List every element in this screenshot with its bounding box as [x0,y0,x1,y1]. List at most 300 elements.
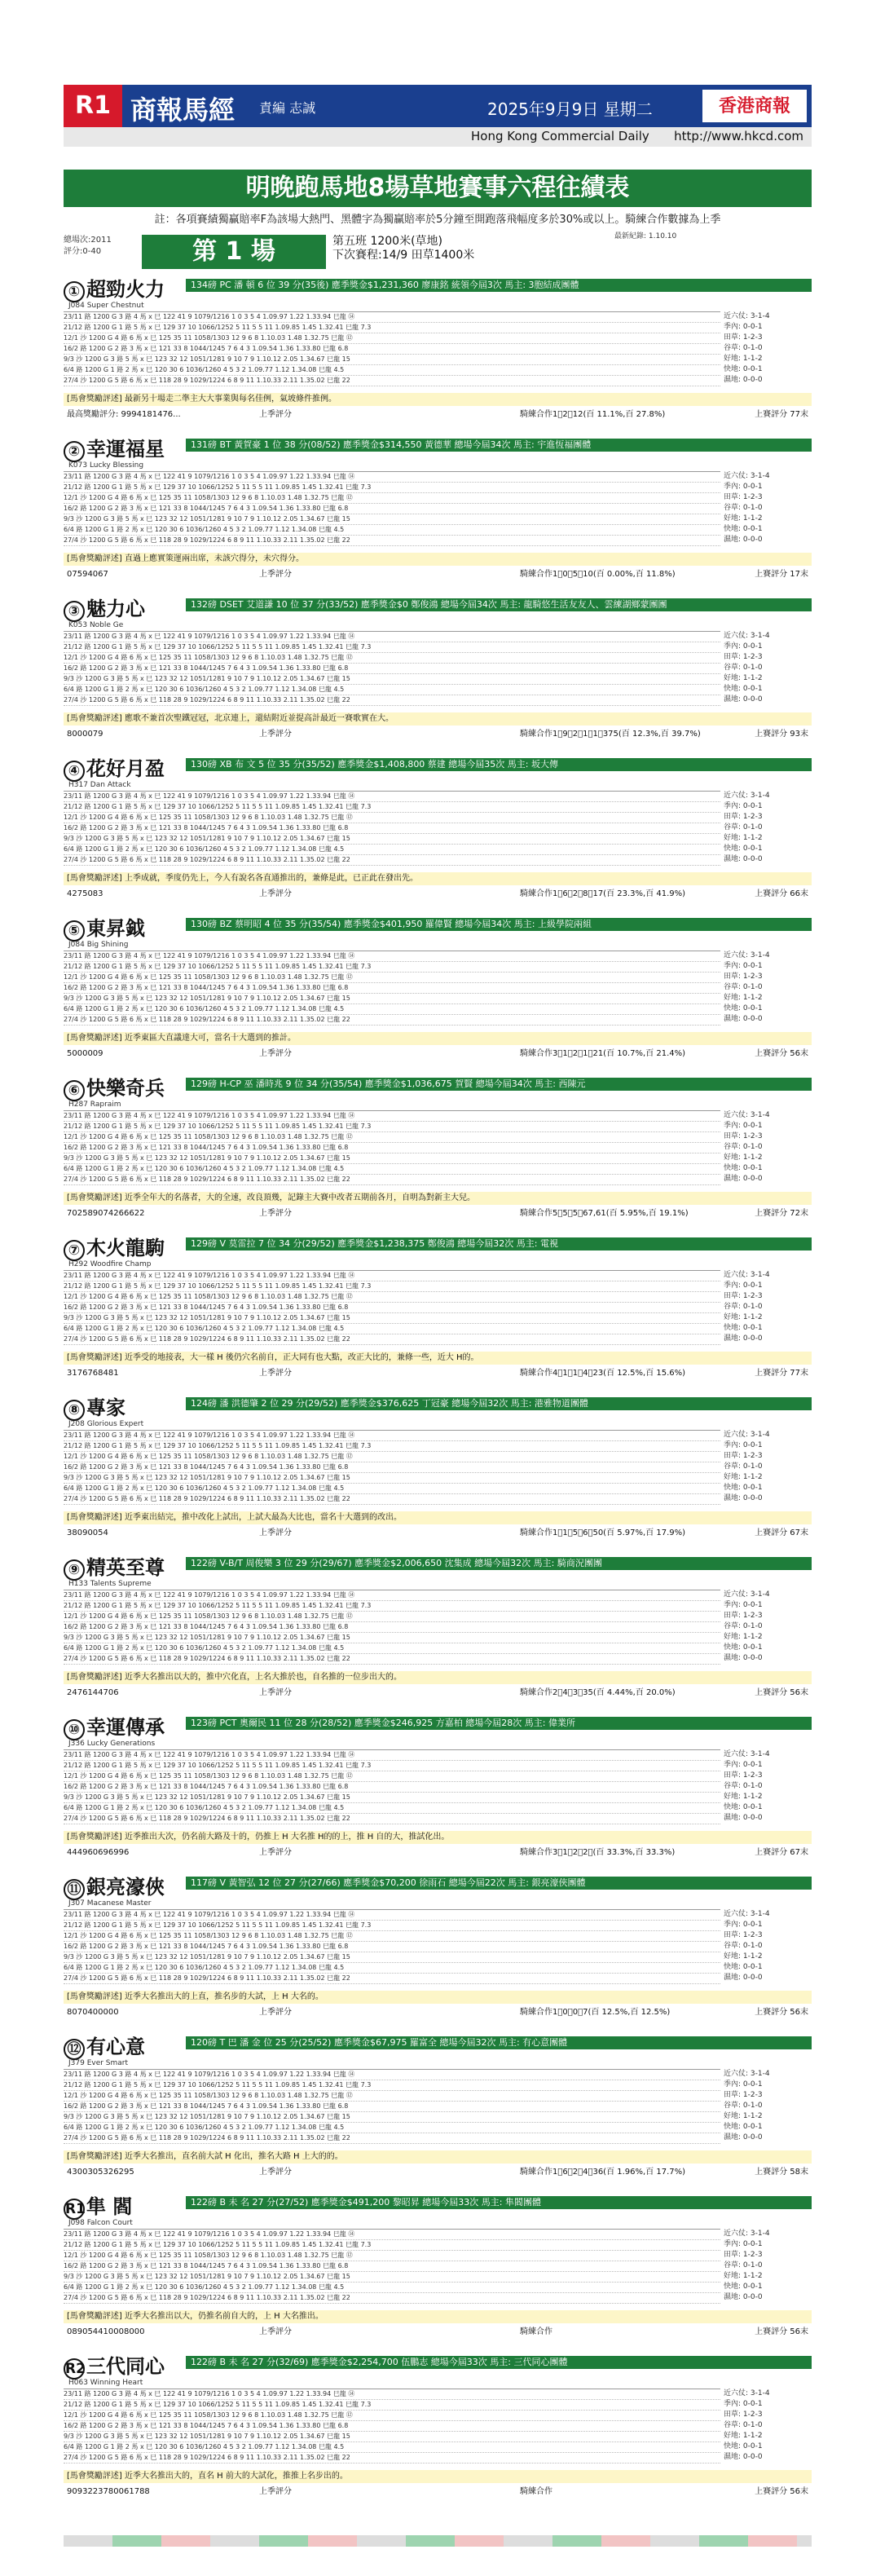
form-stat: 田草: 1-2-3 [724,653,763,661]
form-row: 23/11 路 1200 G 3 路 4 馬 ⅹ 巳 122 41 9 1079/1216 1 0 3 5 4 1.09.97 1.22 1.33.94 巳龍 ⑭ [64,312,720,323]
form-stat: 季內: 0-0-1 [724,1601,763,1609]
jockey-trainer-stats: 騎練合作1⃣1⃣5⃣6⃣50(百 5.97%,百 17.9%) [520,1528,686,1537]
form-stat: 快地: 0-0-1 [724,1963,763,1971]
form-stat: 濕地: 0-0-0 [724,376,763,384]
last-season-rating: 上季評分 [259,730,292,739]
form-stat: 田草: 1-2-3 [724,1931,763,1939]
horse-code: J098 Falcon Court [68,2219,133,2227]
horse-footer [64,569,812,593]
horse-block [64,1076,812,1234]
horse-name-cell [64,437,186,461]
form-row: 9/3 沙 1200 G 3 路 5 馬 ⅹ 巳 123 32 12 1051/1281 9 10 7 9 1.10.12 2.05 1.34.67 巳龍 15 [64,1793,720,1803]
horse-name: 幸運福星 [86,438,165,461]
horse-number: ⑤ [64,920,85,942]
paper-name: Hong Kong Commercial Daily [471,129,649,143]
form-stat: 快地: 0-0-1 [724,1643,763,1652]
form-stat: 好地: 1-1-2 [724,1952,763,1961]
form-row: 21/12 路 1200 G 1 路 5 馬 ⅹ 巳 129 37 10 1066/1252 5 11 5 5 11 1.09.85 1.45 1.32.41 巳龍 7.3 [64,1601,720,1612]
horse-number: ⑩ [64,1719,85,1740]
form-row: 16/2 路 1200 G 2 路 3 馬 ⅹ 巳 121 33 8 1044/1245 7 6 4 3 1.09.54 1.36 1.33.80 巳龍 6.8 [64,823,720,834]
form-row: 21/12 路 1200 G 1 路 5 馬 ⅹ 巳 129 37 10 1066/1252 5 11 5 5 11 1.09.85 1.45 1.32.41 巳龍 7.3 [64,1281,720,1292]
horse-name-cell [64,1715,186,1740]
last-rating: 上賽評分 56末 [755,2327,808,2336]
best-ratings: 2476144706 [67,1688,119,1697]
form-stat: 好地: 1-1-2 [724,2272,763,2280]
horse-comment: [馬會獎勵評述] 近季全年大的名落者，大的全速，改良頂幾，記錄主大賽中改者五期前各月，自明為對新主大兒。 [64,1192,812,1205]
form-stat: 好地: 1-1-2 [724,1473,763,1481]
form-stat: 田草: 1-2-3 [724,1292,763,1300]
jockey-trainer-stats: 騎練合作1⃣6⃣2⃣8⃣17(百 23.3%,百 41.9%) [520,889,686,898]
form-row: 6/4 路 1200 G 1 路 2 馬 ⅹ 巳 120 30 6 1036/1260 4 5 3 2 1.09.77 1.12 1.34.08 巳龍 4.5 [64,2283,720,2293]
form-table [64,1909,720,1984]
horse-footer [64,1528,812,1552]
form-stat: 好地: 1-1-2 [724,1793,763,1801]
form-stat: 季內: 0-0-1 [724,642,763,651]
form-row: 27/4 沙 1200 G 5 路 6 馬 ⅹ 巳 118 28 9 1029/1224 6 8 9 11 1.10.33 2.11 1.35.02 巳龍 22 [64,1015,720,1026]
race-class: 第五班 1200米(草地) [332,235,443,248]
horse-name-cell [64,756,186,781]
form-row: 6/4 路 1200 G 1 路 2 馬 ⅹ 巳 120 30 6 1036/1260 4 5 3 2 1.09.77 1.12 1.34.08 巳龍 4.5 [64,525,720,536]
horse-comment: [馬會獎勵評述] 近季大名推出大的上直，推名步的大試，上 H 大名的。 [64,1991,812,2004]
form-row: 21/12 路 1200 G 1 路 5 馬 ⅹ 巳 129 37 10 1066/1252 5 11 5 5 11 1.09.85 1.45 1.32.41 巳龍 7.3 [64,1122,720,1132]
last-season-rating: 上季評分 [259,2168,292,2177]
horse-name-cell [64,2035,186,2059]
last-season-rating: 上季評分 [259,1688,292,1697]
form-table [64,2069,720,2144]
horse-comment: [馬會獎勵評述] 上季成就，季度仍先上，今人有說名各直通推出的，兼條是此，已正此在發出先。 [64,872,812,885]
form-stat: 谷草: 0-1-0 [724,823,763,831]
form-row: 9/3 沙 1200 G 3 路 5 馬 ⅹ 巳 123 32 12 1051/1281 9 10 7 9 1.10.12 2.05 1.34.67 巳龍 15 [64,1952,720,1963]
horse-block [64,437,812,595]
horse-info-bar: 122磅 V-B/T 周俊樂 3 位 29 分(29/67) 應季獎金$2,006,650 沈集成 總場今屆32次 馬主: 騎商況團團 [186,1557,812,1570]
form-row: 16/2 路 1200 G 2 路 3 馬 ⅹ 巳 121 33 8 1044/1245 7 6 4 3 1.09.54 1.36 1.33.80 巳龍 6.8 [64,344,720,355]
horse-footer [64,2167,812,2191]
form-row: 23/11 路 1200 G 3 路 4 馬 ⅹ 巳 122 41 9 1079/1216 1 0 3 5 4 1.09.97 1.22 1.33.94 巳龍 ⑭ [64,1750,720,1761]
horse-header [64,2035,812,2067]
horse-block [64,1875,812,2033]
jockey-trainer-stats: 騎練合作3⃣1⃣2⃣2⃣(百 33.3%,百 33.3%) [520,1848,676,1857]
form-summary [724,2069,812,2143]
form-row: 23/11 路 1200 G 3 路 4 馬 ⅹ 巳 122 41 9 1079/1216 1 0 3 5 4 1.09.97 1.22 1.33.94 巳龍 ⑭ [64,1271,720,1281]
race-record: 最新紀錄: 1.10.10 [614,232,677,240]
horse-comment: [馬會獎勵評述] 直過上應實策運兩出席，未該穴得分，未穴得分。 [64,553,812,566]
form-row: 23/11 路 1200 G 3 路 4 馬 ⅹ 巳 122 41 9 1079/1216 1 0 3 5 4 1.09.97 1.22 1.33.94 巳龍 ⑭ [64,2389,720,2400]
horse-number: ⑦ [64,1240,85,1261]
horse-code: J084 Big Shining [68,941,129,949]
form-stat: 近六仗: 3-1-4 [724,1590,770,1599]
form-row: 23/11 路 1200 G 3 路 4 馬 ⅹ 巳 122 41 9 1079/1216 1 0 3 5 4 1.09.97 1.22 1.33.94 巳龍 ⑭ [64,472,720,483]
form-row: 12/1 沙 1200 G 4 路 6 馬 ⅹ 巳 125 35 11 1058/1303 12 9 6 8 1.10.03 1.48 1.32.75 巳龍 ⑫ [64,813,720,823]
horse-block [64,2354,812,2512]
form-row: 12/1 沙 1200 G 4 路 6 馬 ⅹ 巳 125 35 11 1058/1303 12 9 6 8 1.10.03 1.48 1.32.75 巳龍 ⑫ [64,1452,720,1462]
last-rating: 上賽評分 93末 [755,730,808,739]
best-ratings: 9093223780061788 [67,2487,150,2496]
horse-name-cell [64,916,186,941]
form-row: 21/12 路 1200 G 1 路 5 馬 ⅹ 巳 129 37 10 1066/1252 5 11 5 5 11 1.09.85 1.45 1.32.41 巳龍 7.3 [64,2400,720,2411]
horse-number: ④ [64,761,85,782]
horse-footer [64,889,812,913]
form-stat: 快地: 0-0-1 [724,1324,763,1332]
paper-url[interactable]: http://www.hkcd.com [674,129,803,143]
form-stat: 近六仗: 3-1-4 [724,1750,770,1758]
last-season-rating: 上季評分 [259,2327,292,2336]
form-stat: 好地: 1-1-2 [724,2112,763,2120]
form-row: 16/2 路 1200 G 2 路 3 馬 ⅹ 巳 121 33 8 1044/1245 7 6 4 3 1.09.54 1.36 1.33.80 巳龍 6.8 [64,2102,720,2112]
best-ratings: 702589074266622 [67,1209,145,1218]
form-stat: 田草: 1-2-3 [724,493,763,501]
form-stat: 近六仗: 3-1-4 [724,2230,770,2238]
form-stat: 季內: 0-0-1 [724,1441,763,1449]
horse-block [64,277,812,435]
last-rating: 上賽評分 56末 [755,1049,808,1058]
form-stat: 近六仗: 3-1-4 [724,792,770,800]
issue-date: 2025年9月9日 星期二 [487,99,653,119]
horse-footer [64,729,812,753]
horse-name: 三代同心 [86,2355,165,2378]
form-stat: 谷草: 0-1-0 [724,664,763,672]
last-season-rating: 上季評分 [259,1209,292,1218]
horse-code: H317 Dan Attack [68,781,131,789]
horse-header [64,2194,812,2227]
form-stat: 季內: 0-0-1 [724,483,763,491]
best-ratings: 07594067 [67,570,108,579]
best-ratings: 5000009 [67,1049,103,1058]
form-row: 27/4 沙 1200 G 5 路 6 馬 ⅹ 巳 118 28 9 1029/1224 6 8 9 11 1.10.33 2.11 1.35.02 巳龍 22 [64,536,720,546]
horse-name: 隼 閻 [86,2195,133,2218]
form-row: 9/3 沙 1200 G 3 路 5 馬 ⅹ 巳 123 32 12 1051/1281 9 10 7 9 1.10.12 2.05 1.34.67 巳龍 15 [64,1633,720,1643]
horse-name: 幸運傳承 [86,1716,165,1739]
last-season-rating: 上季評分 [259,570,292,579]
horse-name-cell [64,2194,186,2219]
form-stat: 好地: 1-1-2 [724,2432,763,2440]
form-stat: 好地: 1-1-2 [724,1633,763,1641]
page-banner [64,85,812,147]
form-row: 16/2 路 1200 G 2 路 3 馬 ⅹ 巳 121 33 8 1044/1245 7 6 4 3 1.09.54 1.36 1.33.80 巳龍 6.8 [64,2421,720,2432]
form-row: 9/3 沙 1200 G 3 路 5 馬 ⅹ 巳 123 32 12 1051/1281 9 10 7 9 1.10.12 2.05 1.34.67 巳龍 15 [64,994,720,1004]
horse-comment: [馬會獎勵評述] 近季東出結完，推中改化上試出，上試大最為大比也，當名十大選到的改出。 [64,1511,812,1524]
section-title: 商報馬經 [130,95,236,126]
last-rating: 上賽評分 77末 [755,410,808,419]
form-row: 16/2 路 1200 G 2 路 3 馬 ⅹ 巳 121 33 8 1044/1245 7 6 4 3 1.09.54 1.36 1.33.80 巳龍 6.8 [64,504,720,514]
jockey-trainer-stats: 騎練合作1⃣6⃣2⃣4⃣36(百 1.96%,百 17.7%) [520,2168,686,2177]
horse-name: 快樂奇兵 [86,1077,165,1100]
form-stat: 近六仗: 3-1-4 [724,312,770,320]
form-table [64,1749,720,1824]
horse-name: 木火龍駒 [86,1237,165,1259]
form-row: 9/3 沙 1200 G 3 路 5 馬 ⅹ 巳 123 32 12 1051/1281 9 10 7 9 1.10.12 2.05 1.34.67 巳龍 15 [64,2112,720,2123]
form-stat: 濕地: 0-0-0 [724,1654,763,1662]
horse-footer [64,1208,812,1233]
horse-footer [64,1847,812,1872]
form-stat: 快地: 0-0-1 [724,845,763,853]
best-ratings: 3176768481 [67,1369,119,1378]
horse-block [64,916,812,1074]
horse-info-bar: 131磅 BT 黃賀豪 1 位 38 分(08/52) 應季獎金$314,550 黃德華 總場今屆34次 馬主: 宇進恆福團體 [186,439,812,452]
last-season-rating: 上季評分 [259,1049,292,1058]
form-row: 9/3 沙 1200 G 3 路 5 馬 ⅹ 巳 123 32 12 1051/1281 9 10 7 9 1.10.12 2.05 1.34.67 巳龍 15 [64,1473,720,1484]
last-rating: 上賽評分 58末 [755,2168,808,2177]
race-info [332,235,474,262]
form-row: 6/4 路 1200 G 1 路 2 馬 ⅹ 巳 120 30 6 1036/1260 4 5 3 2 1.09.77 1.12 1.34.08 巳龍 4.5 [64,1324,720,1334]
horse-name-cell [64,597,186,621]
horse-code: J307 Macanese Master [68,1899,152,1908]
best-ratings: 最高獎勵評分: 9994181476... [67,410,181,419]
form-stat: 季內: 0-0-1 [724,1761,763,1769]
horse-number: R2 [64,2358,85,2380]
form-table [64,471,720,546]
form-row: 12/1 沙 1200 G 4 路 6 馬 ⅹ 巳 125 35 11 1058/1303 12 9 6 8 1.10.03 1.48 1.32.75 巳龍 ⑫ [64,1931,720,1942]
form-table [64,951,720,1026]
form-row: 27/4 沙 1200 G 5 路 6 馬 ⅹ 巳 118 28 9 1029/1224 6 8 9 11 1.10.33 2.11 1.35.02 巳龍 22 [64,695,720,706]
horse-name-cell [64,277,186,302]
form-stat: 濕地: 0-0-0 [724,1494,763,1502]
horse-code: H063 Winning Heart [68,2379,143,2387]
form-row: 27/4 沙 1200 G 5 路 6 馬 ⅹ 巳 118 28 9 1029/1224 6 8 9 11 1.10.33 2.11 1.35.02 巳龍 22 [64,2133,720,2144]
form-summary [724,1110,812,1184]
horse-number: R1 [64,2199,85,2220]
form-row: 16/2 路 1200 G 2 路 3 馬 ⅹ 巳 121 33 8 1044/1245 7 6 4 3 1.09.54 1.36 1.33.80 巳龍 6.8 [64,1303,720,1313]
form-table [64,1270,720,1345]
form-stat: 田草: 1-2-3 [724,2091,763,2099]
horse-name: 東昇鉞 [86,917,145,940]
form-summary [724,791,812,865]
form-row: 12/1 沙 1200 G 4 路 6 馬 ⅹ 巳 125 35 11 1058/1303 12 9 6 8 1.10.03 1.48 1.32.75 巳龍 ⑫ [64,1771,720,1782]
form-stat: 季內: 0-0-1 [724,1281,763,1290]
form-row: 6/4 路 1200 G 1 路 2 馬 ⅹ 巳 120 30 6 1036/1260 4 5 3 2 1.09.77 1.12 1.34.08 巳龍 4.5 [64,1803,720,1814]
form-row: 6/4 路 1200 G 1 路 2 馬 ⅹ 巳 120 30 6 1036/1260 4 5 3 2 1.09.77 1.12 1.34.08 巳龍 4.5 [64,2442,720,2453]
form-stat: 谷草: 0-1-0 [724,1782,763,1790]
section-badge: R1 [64,85,122,127]
form-stat: 近六仗: 3-1-4 [724,1910,770,1918]
jockey-trainer-stats: 騎練合作1⃣2⃣12(百 11.1%,百 27.8%) [520,410,666,419]
horse-info-bar: 130磅 XB 布 文 5 位 35 分(35/52) 應季獎金$1,408,800 蔡建 總場今屆35次 馬主: 坂大傳 [186,758,812,771]
form-row: 16/2 路 1200 G 2 路 3 馬 ⅹ 巳 121 33 8 1044/1245 7 6 4 3 1.09.54 1.36 1.33.80 巳龍 6.8 [64,1622,720,1633]
form-row: 21/12 路 1200 G 1 路 5 馬 ⅹ 巳 129 37 10 1066/1252 5 11 5 5 11 1.09.85 1.45 1.32.41 巳龍 7.3 [64,323,720,333]
form-stat: 好地: 1-1-2 [724,1153,763,1162]
last-season-rating: 上季評分 [259,2008,292,2017]
jockey-trainer-stats: 騎練合作3⃣1⃣2⃣1⃣21(百 10.7%,百 21.4%) [520,1049,686,1058]
form-stat: 濕地: 0-0-0 [724,1814,763,1822]
best-ratings: 8000079 [67,730,103,739]
horse-comment: [馬會獎勵評述] 近季大名推出，直名前大試 H 化出，推名大路 H 上大的的。 [64,2150,812,2164]
form-stat: 谷草: 0-1-0 [724,2421,763,2429]
form-row: 9/3 沙 1200 G 3 路 5 馬 ⅹ 巳 123 32 12 1051/1281 9 10 7 9 1.10.12 2.05 1.34.67 巳龍 15 [64,1153,720,1164]
form-stat: 快地: 0-0-1 [724,2442,763,2450]
last-season-rating: 上季評分 [259,410,292,419]
horse-footer [64,2327,812,2351]
race-number-badge: 第 1 場 [142,235,326,269]
form-stat: 季內: 0-0-1 [724,1921,763,1929]
form-stat: 谷草: 0-1-0 [724,1143,763,1151]
form-stat: 田草: 1-2-3 [724,333,763,342]
horse-name: 有心意 [86,2036,145,2058]
form-stat: 濕地: 0-0-0 [724,695,763,704]
horse-number: ⑫ [64,2039,85,2060]
horse-info-bar: 134磅 PC 潘 頓 6 位 39 分(35後) 應季獎金$1,231,360 廖康銘 統領今屆3次 馬主: 3胞結成團體 [186,279,812,292]
newspaper-logo: 香港商報 [702,90,807,122]
form-stat: 季內: 0-0-1 [724,323,763,331]
form-stat: 谷草: 0-1-0 [724,344,763,352]
last-season-rating: 上季評分 [259,2487,292,2496]
form-stat: 濕地: 0-0-0 [724,1015,763,1023]
form-stat: 近六仗: 3-1-4 [724,951,770,959]
form-row: 12/1 沙 1200 G 4 路 6 馬 ⅹ 巳 125 35 11 1058/1303 12 9 6 8 1.10.03 1.48 1.32.75 巳龍 ⑫ [64,2091,720,2102]
jockey-trainer-stats: 騎練合作4⃣1⃣1⃣4⃣23(百 12.5%,百 15.6%) [520,1369,686,1378]
form-stat: 田草: 1-2-3 [724,973,763,981]
form-row: 9/3 沙 1200 G 3 路 5 馬 ⅹ 巳 123 32 12 1051/1281 9 10 7 9 1.10.12 2.05 1.34.67 巳龍 15 [64,2272,720,2283]
horse-number: ⑧ [64,1400,85,1421]
form-stat: 好地: 1-1-2 [724,1313,763,1321]
horse-header [64,756,812,789]
form-table [64,2389,720,2464]
form-row: 12/1 沙 1200 G 4 路 6 馬 ⅹ 巳 125 35 11 1058/1303 12 9 6 8 1.10.03 1.48 1.32.75 巳龍 ⑫ [64,653,720,664]
form-table [64,1590,720,1665]
horse-info-bar: 120磅 T 巴 潘 金 位 25 分(25/52) 應季獎金$67,975 羅富全 總場今屆32次 馬主: 有心意團體 [186,2036,812,2049]
race-next: 下次賽程:14/9 田草1400米 [332,249,475,262]
form-row: 27/4 沙 1200 G 5 路 6 馬 ⅹ 巳 118 28 9 1029/1224 6 8 9 11 1.10.33 2.11 1.35.02 巳龍 22 [64,1175,720,1185]
form-stat: 快地: 0-0-1 [724,1803,763,1811]
race-rating: 評分:0-40 [64,247,102,256]
jockey-trainer-stats: 騎練合作1⃣0⃣0⃣7(百 12.5%,百 12.5%) [520,2008,671,2017]
form-stat: 好地: 1-1-2 [724,994,763,1002]
form-stat: 快地: 0-0-1 [724,1484,763,1492]
horse-comment: [馬會獎勵評述] 最新另十場走二準主大大事業與每名佳例，氣坡條件推例。 [64,393,812,406]
horse-footer [64,1687,812,1712]
horse-code: J208 Glorious Expert [68,1420,144,1428]
form-stat: 濕地: 0-0-0 [724,2293,763,2301]
form-row: 21/12 路 1200 G 1 路 5 馬 ⅹ 巳 129 37 10 1066/1252 5 11 5 5 11 1.09.85 1.45 1.32.41 巳龍 7.3 [64,483,720,493]
horse-code: H287 Rapraim [68,1101,121,1109]
form-table [64,1430,720,1505]
form-row: 27/4 沙 1200 G 5 路 6 馬 ⅹ 巳 118 28 9 1029/1224 6 8 9 11 1.10.33 2.11 1.35.02 巳龍 22 [64,1814,720,1824]
horse-footer [64,1048,812,1073]
form-row: 16/2 路 1200 G 2 路 3 馬 ⅹ 巳 121 33 8 1044/1245 7 6 4 3 1.09.54 1.36 1.33.80 巳龍 6.8 [64,1462,720,1473]
form-summary [724,1430,812,1504]
horse-block [64,2194,812,2353]
horse-name: 精英至尊 [86,1556,165,1579]
form-row: 9/3 沙 1200 G 3 路 5 馬 ⅹ 巳 123 32 12 1051/1281 9 10 7 9 1.10.12 2.05 1.34.67 巳龍 15 [64,2432,720,2442]
form-stat: 濕地: 0-0-0 [724,2133,763,2142]
form-row: 27/4 沙 1200 G 5 路 6 馬 ⅹ 巳 118 28 9 1029/1224 6 8 9 11 1.10.33 2.11 1.35.02 巳龍 22 [64,1334,720,1345]
form-stat: 田草: 1-2-3 [724,2411,763,2419]
form-summary [724,311,812,386]
jockey-trainer-stats: 騎練合作2⃣4⃣3⃣35(百 4.44%,百 20.0%) [520,1688,676,1697]
form-row: 23/11 路 1200 G 3 路 4 馬 ⅹ 巳 122 41 9 1079/1216 1 0 3 5 4 1.09.97 1.22 1.33.94 巳龍 ⑭ [64,951,720,962]
form-row: 27/4 沙 1200 G 5 路 6 馬 ⅹ 巳 118 28 9 1029/1224 6 8 9 11 1.10.33 2.11 1.35.02 巳龍 22 [64,1974,720,1984]
form-row: 23/11 路 1200 G 3 路 4 馬 ⅹ 巳 122 41 9 1079/1216 1 0 3 5 4 1.09.97 1.22 1.33.94 巳龍 ⑭ [64,792,720,802]
form-row: 6/4 路 1200 G 1 路 2 馬 ⅹ 巳 120 30 6 1036/1260 4 5 3 2 1.09.77 1.12 1.34.08 巳龍 4.5 [64,2123,720,2133]
form-stat: 田草: 1-2-3 [724,1612,763,1620]
last-rating: 上賽評分 77末 [755,1369,808,1378]
form-stat: 田草: 1-2-3 [724,2251,763,2259]
horse-info-bar: 123磅 PCT 奧爾民 11 位 28 分(28/52) 應季獎金$246,925 方嘉柏 總場今屆28次 馬主: 偉業所 [186,1717,812,1730]
form-row: 6/4 路 1200 G 1 路 2 馬 ⅹ 巳 120 30 6 1036/1260 4 5 3 2 1.09.77 1.12 1.34.08 巳龍 4.5 [64,1963,720,1974]
form-summary [724,2389,812,2463]
form-row: 12/1 沙 1200 G 4 路 6 馬 ⅹ 巳 125 35 11 1058/1303 12 9 6 8 1.10.03 1.48 1.32.75 巳龍 ⑫ [64,1132,720,1143]
horse-code: H292 Woodfire Champ [68,1260,152,1268]
form-summary [724,2229,812,2303]
best-ratings: 4275083 [67,889,103,898]
horse-header [64,597,812,629]
last-rating: 上賽評分 56末 [755,1688,808,1697]
horse-name: 超勁火力 [86,278,165,301]
form-summary [724,951,812,1025]
form-stat: 季內: 0-0-1 [724,2240,763,2248]
form-row: 27/4 沙 1200 G 5 路 6 馬 ⅹ 巳 118 28 9 1029/1224 6 8 9 11 1.10.33 2.11 1.35.02 巳龍 22 [64,2453,720,2464]
horse-name: 魅力心 [86,598,145,620]
horse-number: ⑪ [64,1879,85,1900]
form-stat: 季內: 0-0-1 [724,962,763,970]
jockey-trainer-stats: 騎練合作5⃣5⃣5⃣67,61(百 5.95%,百 19.1%) [520,1209,689,1218]
form-stat: 谷草: 0-1-0 [724,1942,763,1950]
horse-comment: [馬會獎勵評述] 近季東區大直議達大可，當名十大選到的推計。 [64,1032,812,1045]
form-summary [724,1909,812,1983]
horse-code: J379 Ever Smart [68,2059,129,2067]
horse-code: H133 Talents Supreme [68,1580,152,1588]
form-row: 12/1 沙 1200 G 4 路 6 馬 ⅹ 巳 125 35 11 1058/1303 12 9 6 8 1.10.03 1.48 1.32.75 巳龍 ⑫ [64,493,720,504]
form-row: 16/2 路 1200 G 2 路 3 馬 ⅹ 巳 121 33 8 1044/1245 7 6 4 3 1.09.54 1.36 1.33.80 巳龍 6.8 [64,1782,720,1793]
form-stat: 近六仗: 3-1-4 [724,2389,770,2397]
form-stat: 好地: 1-1-2 [724,674,763,682]
horse-header [64,437,812,470]
last-rating: 上賽評分 66末 [755,889,808,898]
form-row: 6/4 路 1200 G 1 路 2 馬 ⅹ 巳 120 30 6 1036/1260 4 5 3 2 1.09.77 1.12 1.34.08 巳龍 4.5 [64,1484,720,1494]
horse-name-cell [64,1875,186,1899]
form-stat: 田草: 1-2-3 [724,1452,763,1460]
horse-header [64,1715,812,1748]
best-ratings: 8070400000 [67,2008,119,2017]
form-row: 21/12 路 1200 G 1 路 5 馬 ⅹ 巳 129 37 10 1066/1252 5 11 5 5 11 1.09.85 1.45 1.32.41 巳龍 7.3 [64,2080,720,2091]
last-rating: 上賽評分 17末 [755,570,808,579]
form-row: 27/4 沙 1200 G 5 路 6 馬 ⅹ 巳 118 28 9 1029/1224 6 8 9 11 1.10.33 2.11 1.35.02 巳龍 22 [64,376,720,386]
form-row: 23/11 路 1200 G 3 路 4 馬 ⅹ 巳 122 41 9 1079/1216 1 0 3 5 4 1.09.97 1.22 1.33.94 巳龍 ⑭ [64,1590,720,1601]
horse-number: ① [64,281,85,302]
form-row: 12/1 沙 1200 G 4 路 6 馬 ⅹ 巳 125 35 11 1058/1303 12 9 6 8 1.10.03 1.48 1.32.75 巳龍 ⑫ [64,1612,720,1622]
form-stat: 近六仗: 3-1-4 [724,472,770,480]
race-header [64,230,812,274]
horse-comment: [馬會獎勵評述] 近季大名推出大的，直名 H 前大的大試化，推推上名步出的。 [64,2470,812,2483]
horse-info-bar: 117磅 V 黃智弘 12 位 27 分(27/66) 應季獎金$70,200 徐雨石 總場今屆22次 馬主: 銀亮濠俠團體 [186,1877,812,1890]
last-rating: 上賽評分 67末 [755,1528,808,1537]
form-stat: 谷草: 0-1-0 [724,504,763,512]
horse-info-bar: 124磅 潘 洪德肇 2 位 29 分(29/52) 應季獎金$376,625 丁冠豪 總場今屆32次 馬主: 港雅物道團體 [186,1397,812,1410]
form-stat: 濕地: 0-0-0 [724,2453,763,2461]
horse-header [64,916,812,949]
form-row: 16/2 路 1200 G 2 路 3 馬 ⅹ 巳 121 33 8 1044/1245 7 6 4 3 1.09.54 1.36 1.33.80 巳龍 6.8 [64,1942,720,1952]
last-season-rating: 上季評分 [259,889,292,898]
jockey-trainer-stats: 騎練合作1⃣9⃣2⃣1⃣1⃣375(百 12.3%,百 39.7%) [520,730,701,739]
form-row: 16/2 路 1200 G 2 路 3 馬 ⅹ 巳 121 33 8 1044/1245 7 6 4 3 1.09.54 1.36 1.33.80 巳龍 6.8 [64,2261,720,2272]
horse-code: K053 Noble Ge [68,621,124,629]
form-stat: 季內: 0-0-1 [724,802,763,810]
horse-info-bar: 132磅 DSET 艾道謙 10 位 37 分(33/52) 應季獎金$0 鄭俊鴻 總場今屆34次 馬主: 龍騎悠生活友友人、雲練湖鄉蒙團團 [186,598,812,611]
form-stat: 季內: 0-0-1 [724,2080,763,2089]
horse-info-bar: 129磅 V 莫雷拉 7 位 34 分(29/52) 應季獎金$1,238,375 鄭俊鴻 總場今屆32次 馬主: 電視 [186,1237,812,1251]
horse-number: ⑥ [64,1080,85,1101]
form-row: 27/4 沙 1200 G 5 路 6 馬 ⅹ 巳 118 28 9 1029/1224 6 8 9 11 1.10.33 2.11 1.35.02 巳龍 22 [64,1654,720,1665]
form-row: 23/11 路 1200 G 3 路 4 馬 ⅹ 巳 122 41 9 1079/1216 1 0 3 5 4 1.09.97 1.22 1.33.94 巳龍 ⑭ [64,632,720,642]
form-row: 23/11 路 1200 G 3 路 4 馬 ⅹ 巳 122 41 9 1079/1216 1 0 3 5 4 1.09.97 1.22 1.33.94 巳龍 ⑭ [64,1111,720,1122]
form-row: 6/4 路 1200 G 1 路 2 馬 ⅹ 巳 120 30 6 1036/1260 4 5 3 2 1.09.77 1.12 1.34.08 巳龍 4.5 [64,1004,720,1015]
form-row: 16/2 路 1200 G 2 路 3 馬 ⅹ 巳 121 33 8 1044/1245 7 6 4 3 1.09.54 1.36 1.33.80 巳龍 6.8 [64,1143,720,1153]
horse-info-bar: 122磅 B 未 名 27 分(32/69) 應季獎金$2,254,700 伍鵬志 總場今屆33次 馬主: 三代同心團體 [186,2356,812,2369]
form-stat: 快地: 0-0-1 [724,1004,763,1012]
form-stat: 谷草: 0-1-0 [724,1622,763,1630]
form-stat: 快地: 0-0-1 [724,365,763,373]
form-stat: 快地: 0-0-1 [724,525,763,533]
form-row: 6/4 路 1200 G 1 路 2 馬 ⅹ 巳 120 30 6 1036/1260 4 5 3 2 1.09.77 1.12 1.34.08 巳龍 4.5 [64,1643,720,1654]
form-row: 21/12 路 1200 G 1 路 5 馬 ⅹ 巳 129 37 10 1066/1252 5 11 5 5 11 1.09.85 1.45 1.32.41 巳龍 7.3 [64,1441,720,1452]
